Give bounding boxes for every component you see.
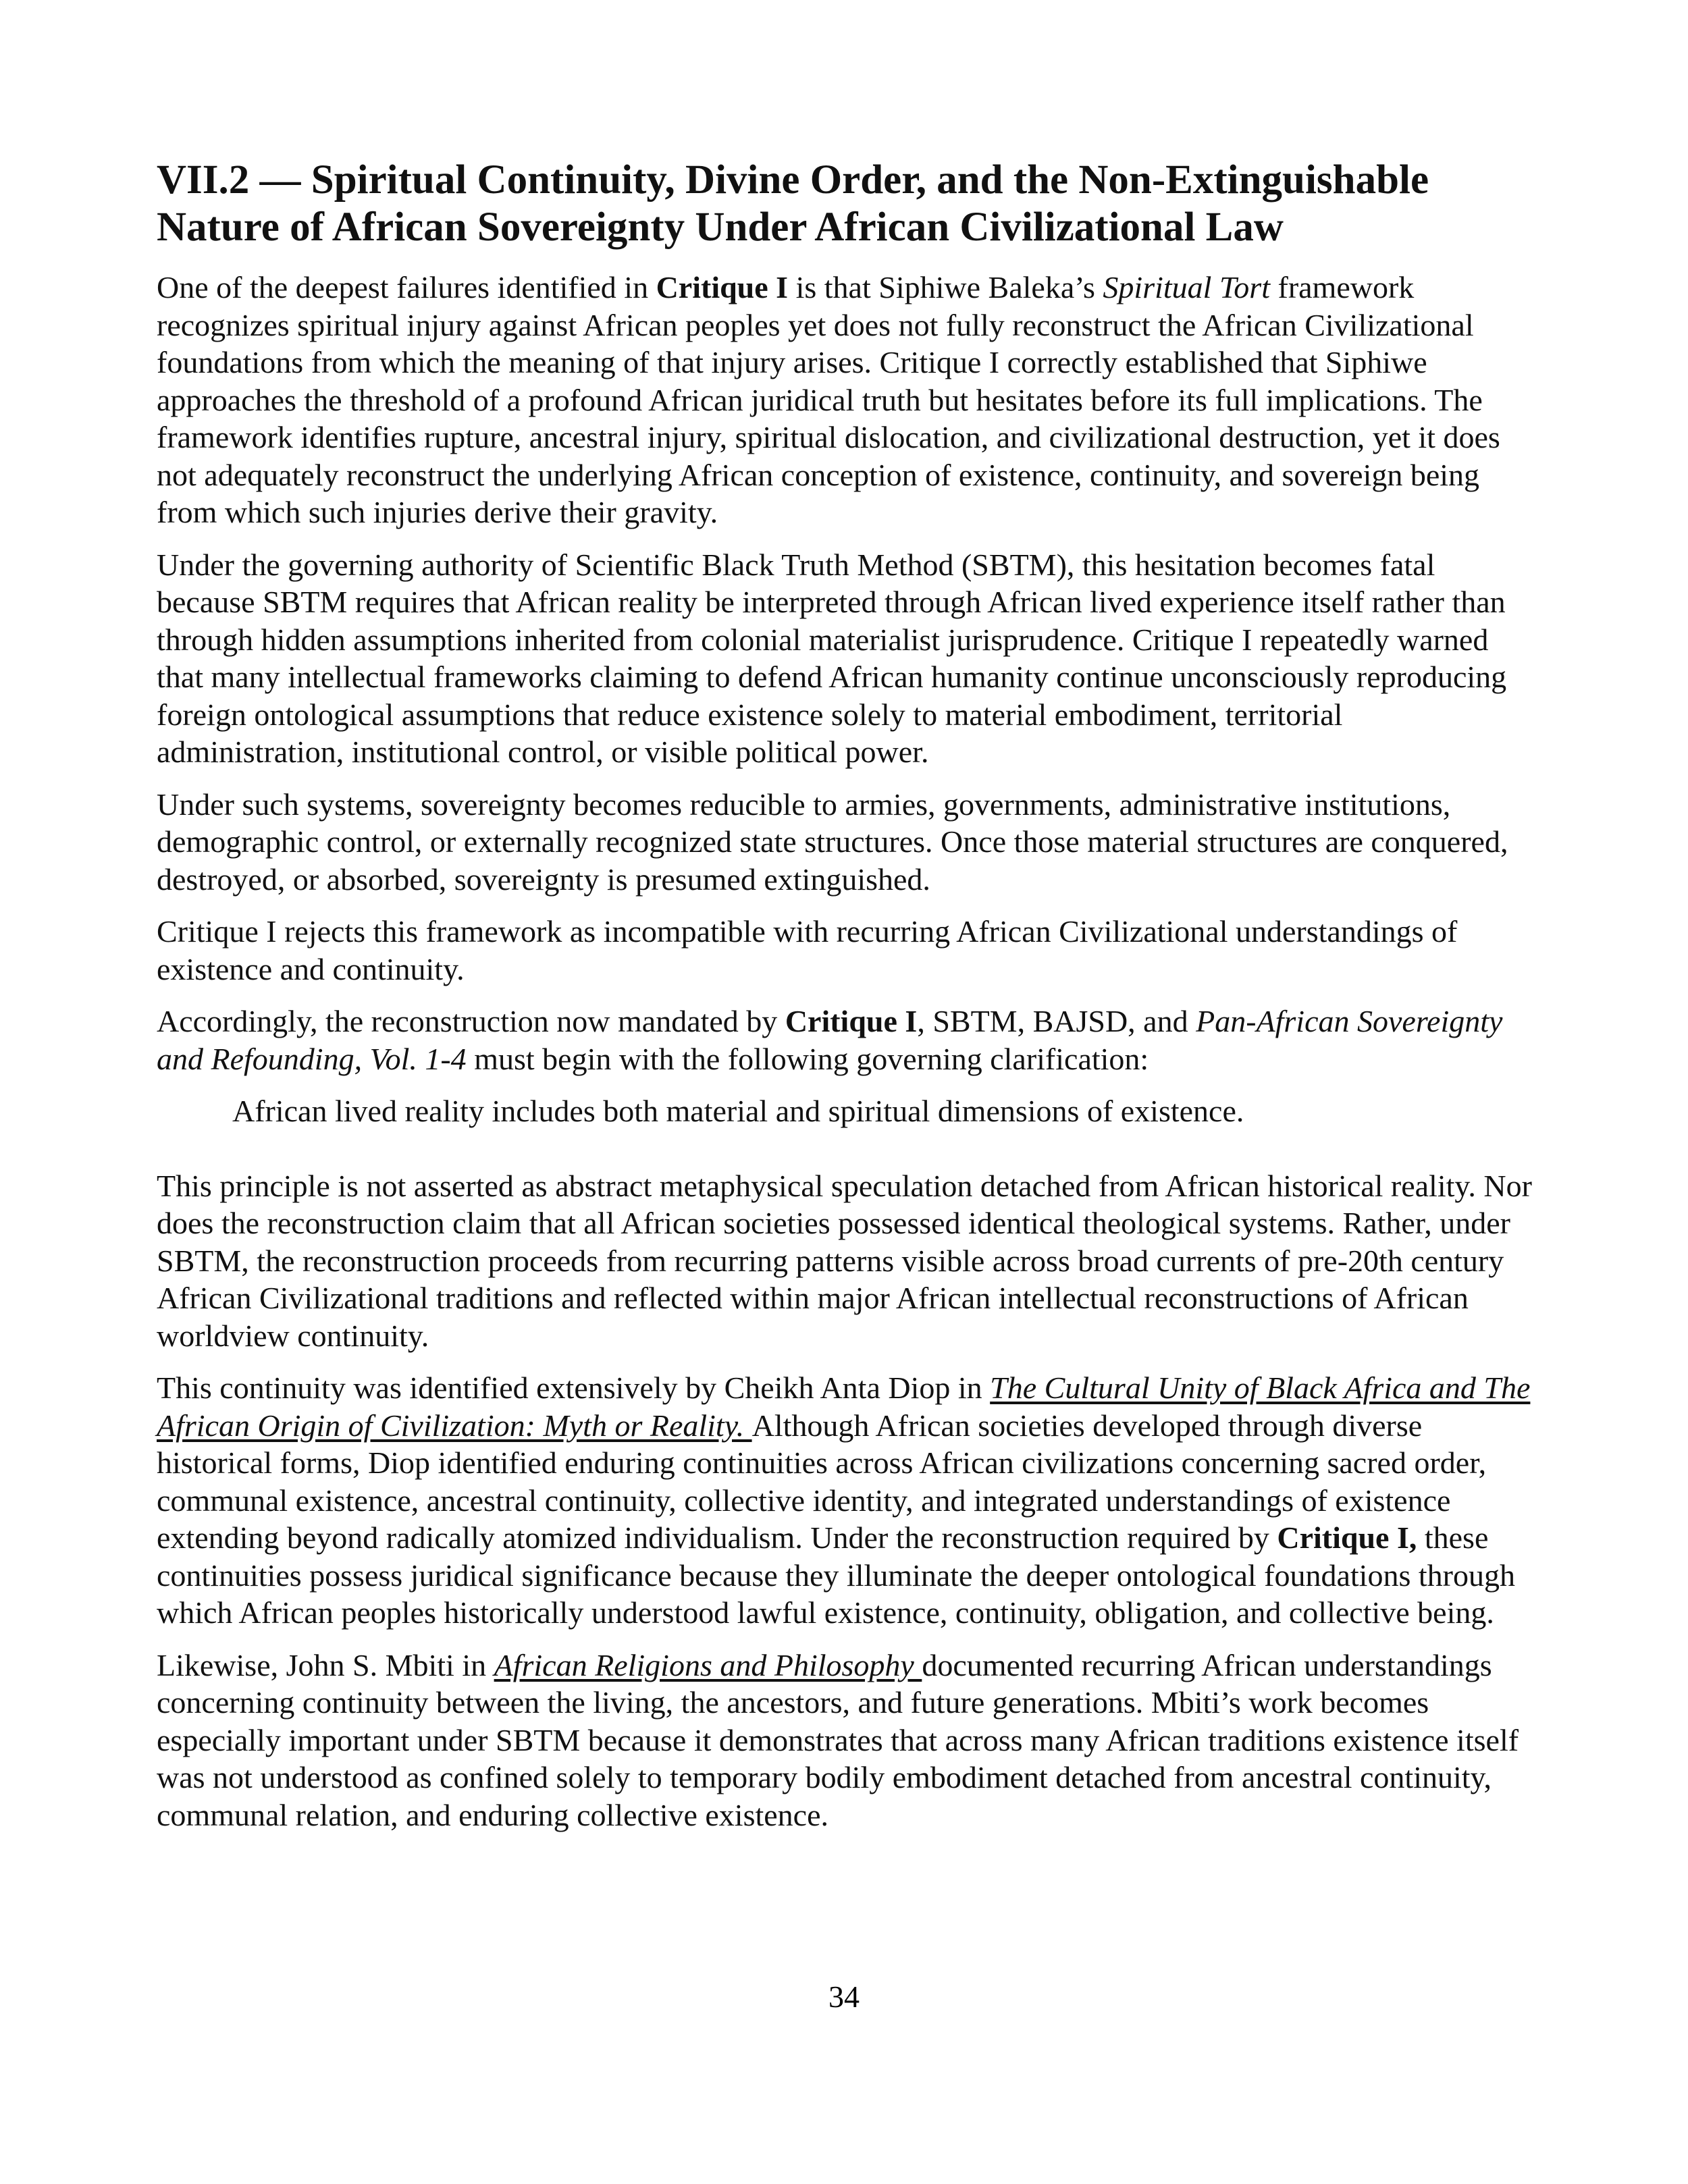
- paragraph-4: Critique I rejects this framework as incompatible with recurring African Civilizational understandings of existence and continuity.: [157, 914, 1458, 986]
- p8-bold-1: Critique I,: [1277, 1520, 1417, 1555]
- section-heading: [157, 157, 1533, 251]
- p1-text-3: framework recognizes spiritual injury against African peoples yet does not fully reconstruct the African Civilizational foundations from which the meaning of that injury arises. Critique I correctly established that Siphiwe approaches the threshold of a profound African juridical truth but hesitates before its full implications. The framework identifies rupture, ancestral injury, spiritual dislocation, and civilizational destruction, yet it does not adequately reconstruct the underlying African conception of existence, continuity, and sovereign being from which such injuries derive their gravity.: [157, 270, 1500, 529]
- p9-book-title-link[interactable]: African Religions and Philosophy: [494, 1647, 922, 1682]
- paragraph-7: This principle is not asserted as abstract metaphysical speculation detached from African historical reality. Nor does the reconstruction claim that all African societies possessed identical theological systems. Rather, under SBTM, the reconstruction proceeds from recurring patterns visible across broad currents of pre-20th century African Civilizational traditions and reflected within major African intellectual reconstructions of African worldview continuity.: [157, 1168, 1532, 1353]
- p9-text-2: documented recurring African understandings concerning continuity between the living, the ancestors, and future generations. Mbiti’s work becomes especially important under SBTM because it demonstrates that across many African traditions existence itself was not understood as confined solely to temporary bodily embodiment detached from ancestral continuity, communal relation, and enduring collective existence.: [157, 1647, 1519, 1832]
- p9-text-1: Likewise, John S. Mbiti in: [157, 1647, 494, 1682]
- p8-text-1: This continuity was identified extensively by Cheikh Anta Diop in: [157, 1370, 991, 1405]
- p8-book-title-link[interactable]: The Cultural Unity of Black Africa and The African Origin of Civilization: Myth or Reality.: [157, 1370, 1531, 1443]
- p1-italic-1: Spiritual Tort: [1103, 270, 1270, 304]
- block-quote-principle: African lived reality includes both material and spiritual dimensions of existence.: [232, 1094, 1244, 1128]
- page-number: 34: [828, 1979, 860, 2014]
- p5-bold-1: Critique I: [785, 1004, 918, 1038]
- paragraph-2: Under the governing authority of Scientific Black Truth Method (SBTM), this hesitation becomes fatal because SBTM requires that African reality be interpreted through African lived experience itself rather than through hidden assumptions inherited from colonial materialist jurisprudence. Critique I repeatedly warned that many intellectual frameworks claiming to defend African humanity continue unconsciously reproducing foreign ontological assumptions that reduce existence solely to material embodiment, territorial administration, institutional control, or visible political power.: [157, 547, 1507, 769]
- heading-line-2: Nature of African Sovereignty Under African Civilizational Law: [157, 205, 1284, 250]
- p5-italic-1: Pan-African Sovereignty and Refounding, Vol. 1-4: [157, 1004, 1503, 1076]
- p1-text-2: is that Siphiwe Baleka’s: [788, 270, 1103, 304]
- p5-text-2: , SBTM, BAJSD, and: [917, 1004, 1196, 1038]
- paragraph-8: [157, 1369, 1533, 1632]
- heading-line-1: VII.2 — Spiritual Continuity, Divine Order, and the Non-Extinguishable: [157, 157, 1429, 203]
- p8-text-3: these continuities possess juridical significance because they illuminate the deeper ontological foundations through which African peoples historically understood lawful existence, continuity, obligation, and collective being.: [157, 1520, 1515, 1630]
- paragraph-1: [157, 269, 1533, 531]
- paragraph-5: [157, 1003, 1533, 1077]
- paragraph-9: [157, 1647, 1533, 1834]
- p1-text-1: One of the deepest failures identified in: [157, 270, 656, 304]
- p5-text-1: Accordingly, the reconstruction now mandated by: [157, 1004, 785, 1038]
- p1-bold-1: Critique I: [656, 270, 789, 304]
- paragraph-3: Under such systems, sovereignty becomes reducible to armies, governments, administrative institutions, demographic control, or externally recognized state structures. Once those material structures are conquered, destroyed, or absorbed, sovereignty is presumed extinguished.: [157, 787, 1508, 897]
- p8-text-2: Although African societies developed through diverse historical forms, Diop identified enduring continuities across African civilizations concerning sacred order, communal existence, ancestral continuity, collective identity, and integrated understandings of existence extending beyond radically atomized individualism. Under the reconstruction required by: [157, 1408, 1487, 1555]
- p5-text-3: must begin with the following governing clarification:: [466, 1041, 1149, 1076]
